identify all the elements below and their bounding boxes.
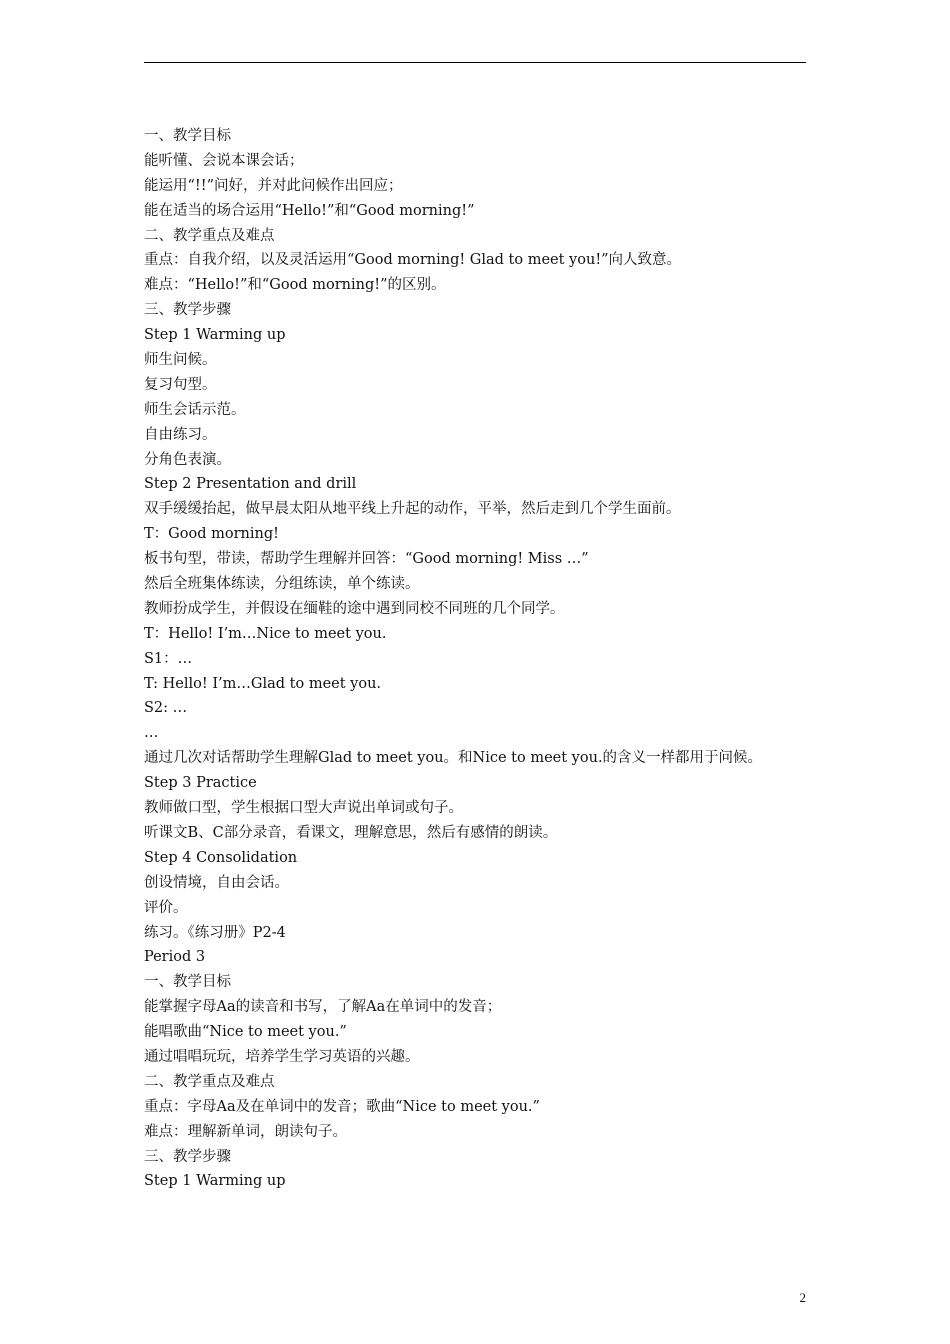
text-line: 师生会话示范。: [144, 401, 246, 418]
header-rule: [144, 62, 806, 63]
text-line: T：Hello! I’m…Nice to meet you.: [144, 625, 387, 642]
text-line: 双手缓缓抬起，做早晨太阳从地平线上升起的动作，平举，然后走到几个学生面前。: [144, 501, 681, 518]
text-line: Step 4 Consolidation: [144, 849, 298, 866]
text-line: 二、教学重点及难点: [144, 227, 275, 244]
text-line: Period 3: [144, 949, 206, 966]
text-line: 难点：“Hello!”和“Good morning!”的区别。: [144, 277, 446, 294]
text-line: 创设情境，自由会话。: [144, 874, 289, 891]
text-line: Step 1 Warming up: [144, 1173, 286, 1190]
document-body: [144, 124, 808, 1194]
text-line: T：Good morning!: [144, 526, 279, 543]
text-line: 一、教学目标: [144, 974, 231, 991]
text-line: 评价。: [144, 899, 188, 916]
text-line: 能在适当的场合运用“Hello!”和“Good morning!”: [144, 202, 475, 219]
text-line: 重点：字母Aa及在单词中的发音；歌曲“Nice to meet you.”: [144, 1098, 540, 1115]
text-line: 二、教学重点及难点: [144, 1073, 275, 1090]
text-line: 板书句型，带读，帮助学生理解并回答：“Good morning! Miss …”: [144, 551, 589, 568]
page-number: 2: [799, 1290, 806, 1305]
text-line: 通过唱唱玩玩，培养学生学习英语的兴趣。: [144, 1048, 420, 1065]
text-line: T: Hello! I’m…Glad to meet you.: [144, 675, 382, 692]
text-line: 一、教学目标: [144, 128, 231, 144]
text-line: 能运用“!!”问好，并对此问候作出回应；: [144, 177, 403, 194]
text-line: Step 2 Presentation and drill: [144, 476, 357, 493]
text-line: Step 3 Practice: [144, 775, 257, 792]
text-line: 复习句型。: [144, 376, 217, 393]
text-line: 三、教学步骤: [144, 302, 231, 319]
text-line: 能听懂、会说本课会话；: [144, 152, 304, 169]
text-line: 通过几次对话帮助学生理解Glad to meet you。和Nice to meet you.的含义一样都用于问候。: [144, 750, 763, 767]
text-line: 难点：理解新单词，朗读句子。: [144, 1123, 347, 1140]
text-line: 能掌握字母Aa的读音和书写，了解Aa在单词中的发音；: [144, 999, 502, 1016]
text-line: 三、教学步骤: [144, 1148, 231, 1165]
text-line: 然后全班集体练读，分组练读，单个练读。: [144, 576, 420, 593]
text-line: 能唱歌曲“Nice to meet you.”: [144, 1024, 347, 1041]
text-line: 重点：自我介绍，以及灵活运用“Good morning! Glad to meet you!”向人致意。: [144, 252, 682, 269]
text-line: 师生问候。: [144, 352, 217, 369]
text-line: 分角色表演。: [144, 451, 231, 468]
text-line: …: [144, 725, 159, 742]
text-line: Step 1 Warming up: [144, 327, 286, 344]
text-line: S1：…: [144, 650, 193, 667]
text-line: 教师做口型，学生根据口型大声说出单词或句子。: [144, 800, 463, 817]
text-line: S2: …: [144, 700, 188, 717]
text-line: 练习。《练习册》P2-4: [144, 924, 286, 941]
text-line: 教师扮成学生，并假设在缅鞋的途中遇到同校不同班的几个同学。: [144, 600, 565, 617]
text-line: 自由练习。: [144, 426, 217, 443]
text-line: 听课文B、C部分录音，看课文，理解意思，然后有感情的朗读。: [144, 824, 558, 841]
